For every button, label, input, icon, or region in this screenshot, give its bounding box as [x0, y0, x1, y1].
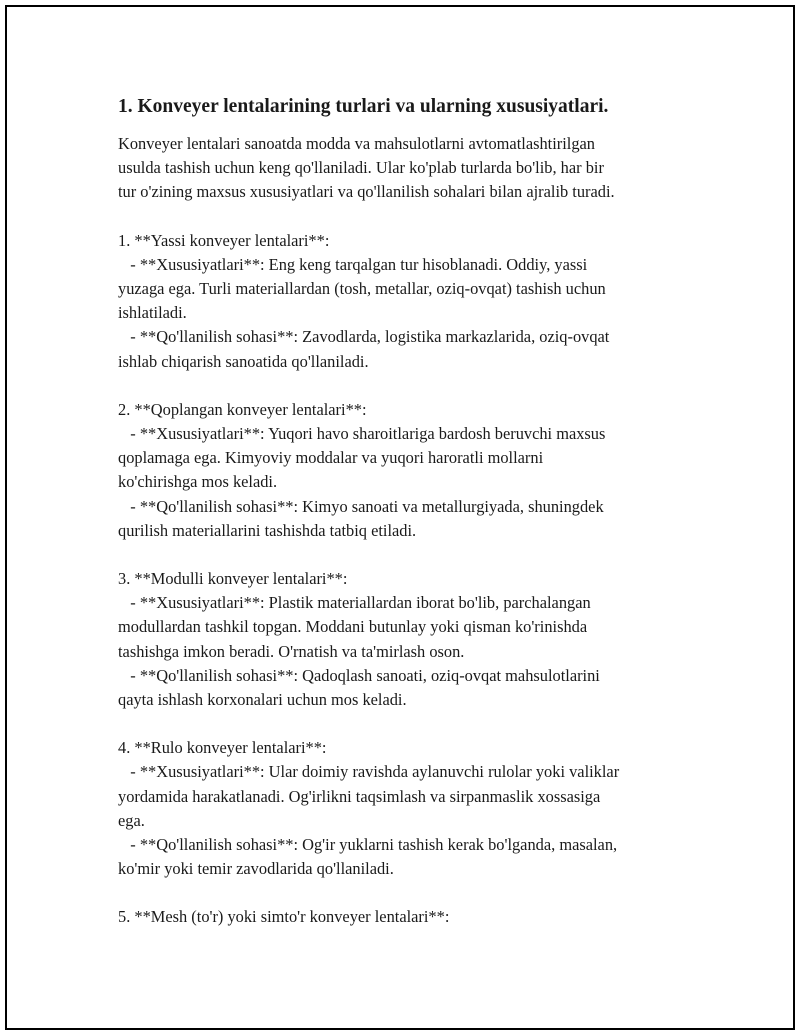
section-line: qurilish materiallarini tashishda tatbiq etiladi. [118, 520, 417, 540]
section-heading: 4. **Rulo konveyer lentalari**: [118, 738, 327, 758]
intro-line: usulda tashish uchun keng qo'llaniladi. Ular ko'plab turlarda bo'lib, har bir [118, 158, 604, 178]
section-line: - **Xususiyatlari**: Yuqori havo sharoitlariga bardosh beruvchi maxsus [118, 424, 606, 444]
section-line: - **Qo'llanilish sohasi**: Og'ir yuklarni tashish kerak bo'lganda, masalan, [118, 835, 618, 855]
section-line: - **Xususiyatlari**: Plastik materiallardan iborat bo'lib, parchalangan [118, 593, 591, 613]
section-modulli [118, 567, 698, 712]
section-line: - **Xususiyatlari**: Ular doimiy ravishda aylanuvchi rulolar yoki valiklar [118, 762, 620, 782]
intro-paragraph [118, 132, 698, 205]
section-line: qoplamaga ega. Kimyoviy moddalar va yuqori haroratli mollarni [118, 448, 544, 468]
document-body [118, 94, 698, 954]
section-line: yuzaga ega. Turli materiallardan (tosh, metallar, oziq-ovqat) tashish uchun [118, 279, 606, 299]
section-line: tashishga imkon beradi. O'rnatish va ta'mirlash oson. [118, 641, 465, 661]
section-yassi [118, 229, 698, 374]
intro-line: tur o'zining maxsus xususiyatlari va qo'llanilish sohalari bilan ajralib turadi. [118, 182, 615, 202]
section-line: ishlatiladi. [118, 303, 187, 323]
section-heading: 3. **Modulli konveyer lentalari**: [118, 569, 348, 589]
section-line: ishlab chiqarish sanoatida qo'llaniladi. [118, 351, 369, 371]
section-line: yordamida harakatlanadi. Og'irlikni taqsimlash va sirpanmaslik xossasiga [118, 786, 601, 806]
section-heading: 2. **Qoplangan konveyer lentalari**: [118, 399, 367, 419]
section-line: - **Qo'llanilish sohasi**: Zavodlarda, logistika markazlarida, oziq-ovqat [118, 327, 610, 347]
section-line: - **Qo'llanilish sohasi**: Kimyo sanoati va metallurgiyada, shuningdek [118, 496, 604, 516]
section-line: ko'chirishga mos keladi. [118, 472, 278, 492]
section-line: modullardan tashkil topgan. Moddani butunlay yoki qisman ko'rinishda [118, 617, 588, 637]
section-heading: 5. **Mesh (to'r) yoki simto'r konveyer lentalari**: [118, 907, 450, 927]
section-mesh [118, 905, 698, 929]
section-line: - **Xususiyatlari**: Eng keng tarqalgan tur hisoblanadi. Oddiy, yassi [118, 254, 588, 274]
section-heading: 1. **Yassi konveyer lentalari**: [118, 230, 330, 250]
section-rulo [118, 736, 698, 881]
section-line: - **Qo'llanilish sohasi**: Qadoqlash sanoati, oziq-ovqat mahsulotlarini [118, 665, 600, 685]
intro-line: Konveyer lentalari sanoatda modda va mahsulotlarni avtomatlashtirilgan [118, 134, 596, 153]
section-line: ko'mir yoki temir zavodlarida qo'llaniladi. [118, 859, 394, 879]
document-title: 1. Konveyer lentalarining turlari va ularning xususiyatlari. [118, 96, 609, 117]
section-line: ega. [118, 810, 145, 830]
section-qoplangan [118, 398, 698, 543]
section-line: qayta ishlash korxonalari uchun mos keladi. [118, 690, 407, 710]
